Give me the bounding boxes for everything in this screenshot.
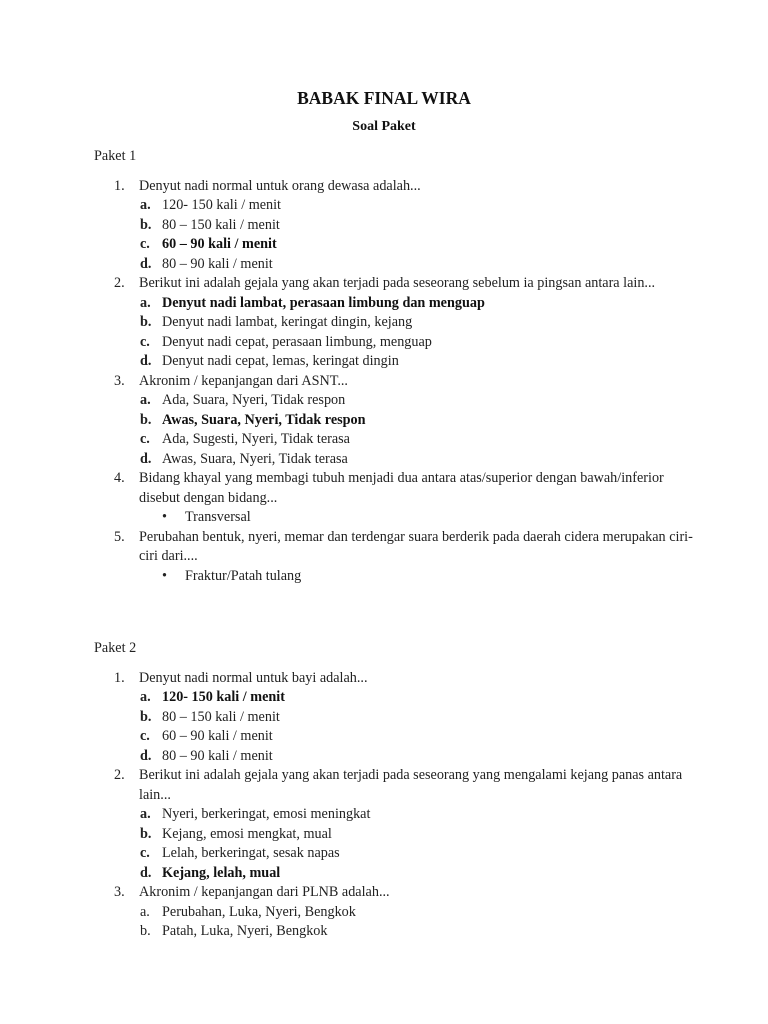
question-text: Akronim / kepanjangan dari PLNB adalah... xyxy=(139,884,390,900)
correct-option-text: 120- 150 kali / menit xyxy=(162,689,285,705)
option-text: 80 – 150 kali / menit xyxy=(162,216,280,233)
option-text: Denyut nadi cepat, perasaan limbung, menguap xyxy=(162,333,432,350)
paket-1-label: Paket 1 xyxy=(94,148,137,164)
option-letter: b. xyxy=(140,216,152,233)
question xyxy=(94,883,694,942)
option-text: Denyut nadi cepat, lemas, keringat dingin xyxy=(162,353,399,369)
option-text: Awas, Suara, Nyeri, Tidak terasa xyxy=(162,450,348,467)
option-text: 120- 150 kali / menit xyxy=(162,197,282,213)
answer-text: Fraktur/Patah tulang xyxy=(185,567,302,584)
option-letter: a. xyxy=(140,294,151,311)
option-letter: a. xyxy=(140,689,151,705)
option-letter: b. xyxy=(140,923,151,939)
question-text: Denyut nadi normal untuk bayi adalah... xyxy=(139,669,368,686)
question xyxy=(94,528,694,587)
option-text: Kejang, emosi mengkat, mual xyxy=(162,825,332,842)
option-letter: d. xyxy=(140,450,152,467)
option-text: Patah, Luka, Nyeri, Bengkok xyxy=(162,923,328,939)
option-text: 80 – 90 kali / menit xyxy=(162,255,273,272)
question xyxy=(94,372,694,470)
option-letter: d. xyxy=(140,255,152,272)
option-text: Denyut nadi lambat, keringat dingin, kejang xyxy=(162,314,413,330)
option-letter: d. xyxy=(140,353,152,369)
document-title: BABAK FINAL WIRA xyxy=(297,88,471,108)
correct-option-text: Kejang, lelah, mual xyxy=(162,864,281,881)
question-text: Berikut ini adalah gejala yang akan terjadi pada seseorang sebelum ia pingsan antara lain... xyxy=(139,275,656,291)
answer-text: Transversal xyxy=(185,509,251,525)
option-text: Ada, Sugesti, Nyeri, Tidak terasa xyxy=(162,431,350,447)
bullet-icon: • xyxy=(162,567,167,584)
option-letter: b. xyxy=(140,708,152,725)
question-number: 1. xyxy=(114,177,125,194)
option-letter: c. xyxy=(140,236,150,252)
question-text: Akronim / kepanjangan dari ASNT... xyxy=(139,372,348,389)
question-text: Bidang khayal yang membagi tubuh menjadi dua antara atas/superior dengan bawah/inferior disebut dengan bidang... xyxy=(139,470,664,506)
document-subtitle: Soal Paket xyxy=(352,119,416,134)
option-text: Perubahan, Luka, Nyeri, Bengkok xyxy=(162,903,356,920)
option-letter: a. xyxy=(140,903,150,920)
question-number: 3. xyxy=(114,372,125,389)
option-letter: d. xyxy=(140,747,152,764)
question-number: 2. xyxy=(114,767,125,783)
question-number: 3. xyxy=(114,884,125,900)
correct-option-text: Denyut nadi lambat, perasaan limbung dan menguap xyxy=(162,294,485,311)
option-text: Ada, Suara, Nyeri, Tidak respon xyxy=(162,392,346,408)
correct-option-text: Awas, Suara, Nyeri, Tidak respon xyxy=(162,411,366,428)
paket-2-label: Paket 2 xyxy=(94,640,137,656)
option-letter: c. xyxy=(140,333,150,350)
option-text: Nyeri, berkeringat, emosi meningkat xyxy=(162,806,371,822)
question-number: 2. xyxy=(114,275,125,291)
question xyxy=(94,177,694,275)
option-letter: a. xyxy=(140,197,151,213)
question-text: Denyut nadi normal untuk orang dewasa adalah... xyxy=(139,177,421,194)
question-number: 5. xyxy=(114,528,125,545)
question-text: Perubahan bentuk, nyeri, memar dan terdengar suara berderik pada daerah cidera merupakan ciri-ciri dari.... xyxy=(139,528,693,564)
option-letter: a. xyxy=(140,806,151,822)
bullet-icon: • xyxy=(162,509,167,525)
question-number: 4. xyxy=(114,470,125,486)
option-text: 80 – 150 kali / menit xyxy=(162,708,280,725)
option-letter: c. xyxy=(140,431,150,447)
question xyxy=(94,766,694,883)
paket-2-section xyxy=(94,639,694,942)
question xyxy=(94,469,694,528)
option-text: Lelah, berkeringat, sesak napas xyxy=(162,845,340,861)
option-letter: c. xyxy=(140,728,150,744)
option-letter: b. xyxy=(140,411,152,428)
question-number: 1. xyxy=(114,669,125,686)
paket-1-section xyxy=(94,147,694,586)
option-letter: a. xyxy=(140,392,151,408)
option-letter: b. xyxy=(140,825,152,842)
option-text: 60 – 90 kali / menit xyxy=(162,728,273,744)
option-letter: b. xyxy=(140,314,152,330)
question xyxy=(94,669,694,767)
question xyxy=(94,274,694,372)
question-text: Berikut ini adalah gejala yang akan terjadi pada seseorang yang mengalami kejang panas antara lain... xyxy=(139,767,683,803)
option-letter: c. xyxy=(140,845,150,861)
correct-option-text: 60 – 90 kali / menit xyxy=(162,236,277,252)
option-letter: d. xyxy=(140,864,152,881)
option-text: 80 – 90 kali / menit xyxy=(162,747,273,764)
